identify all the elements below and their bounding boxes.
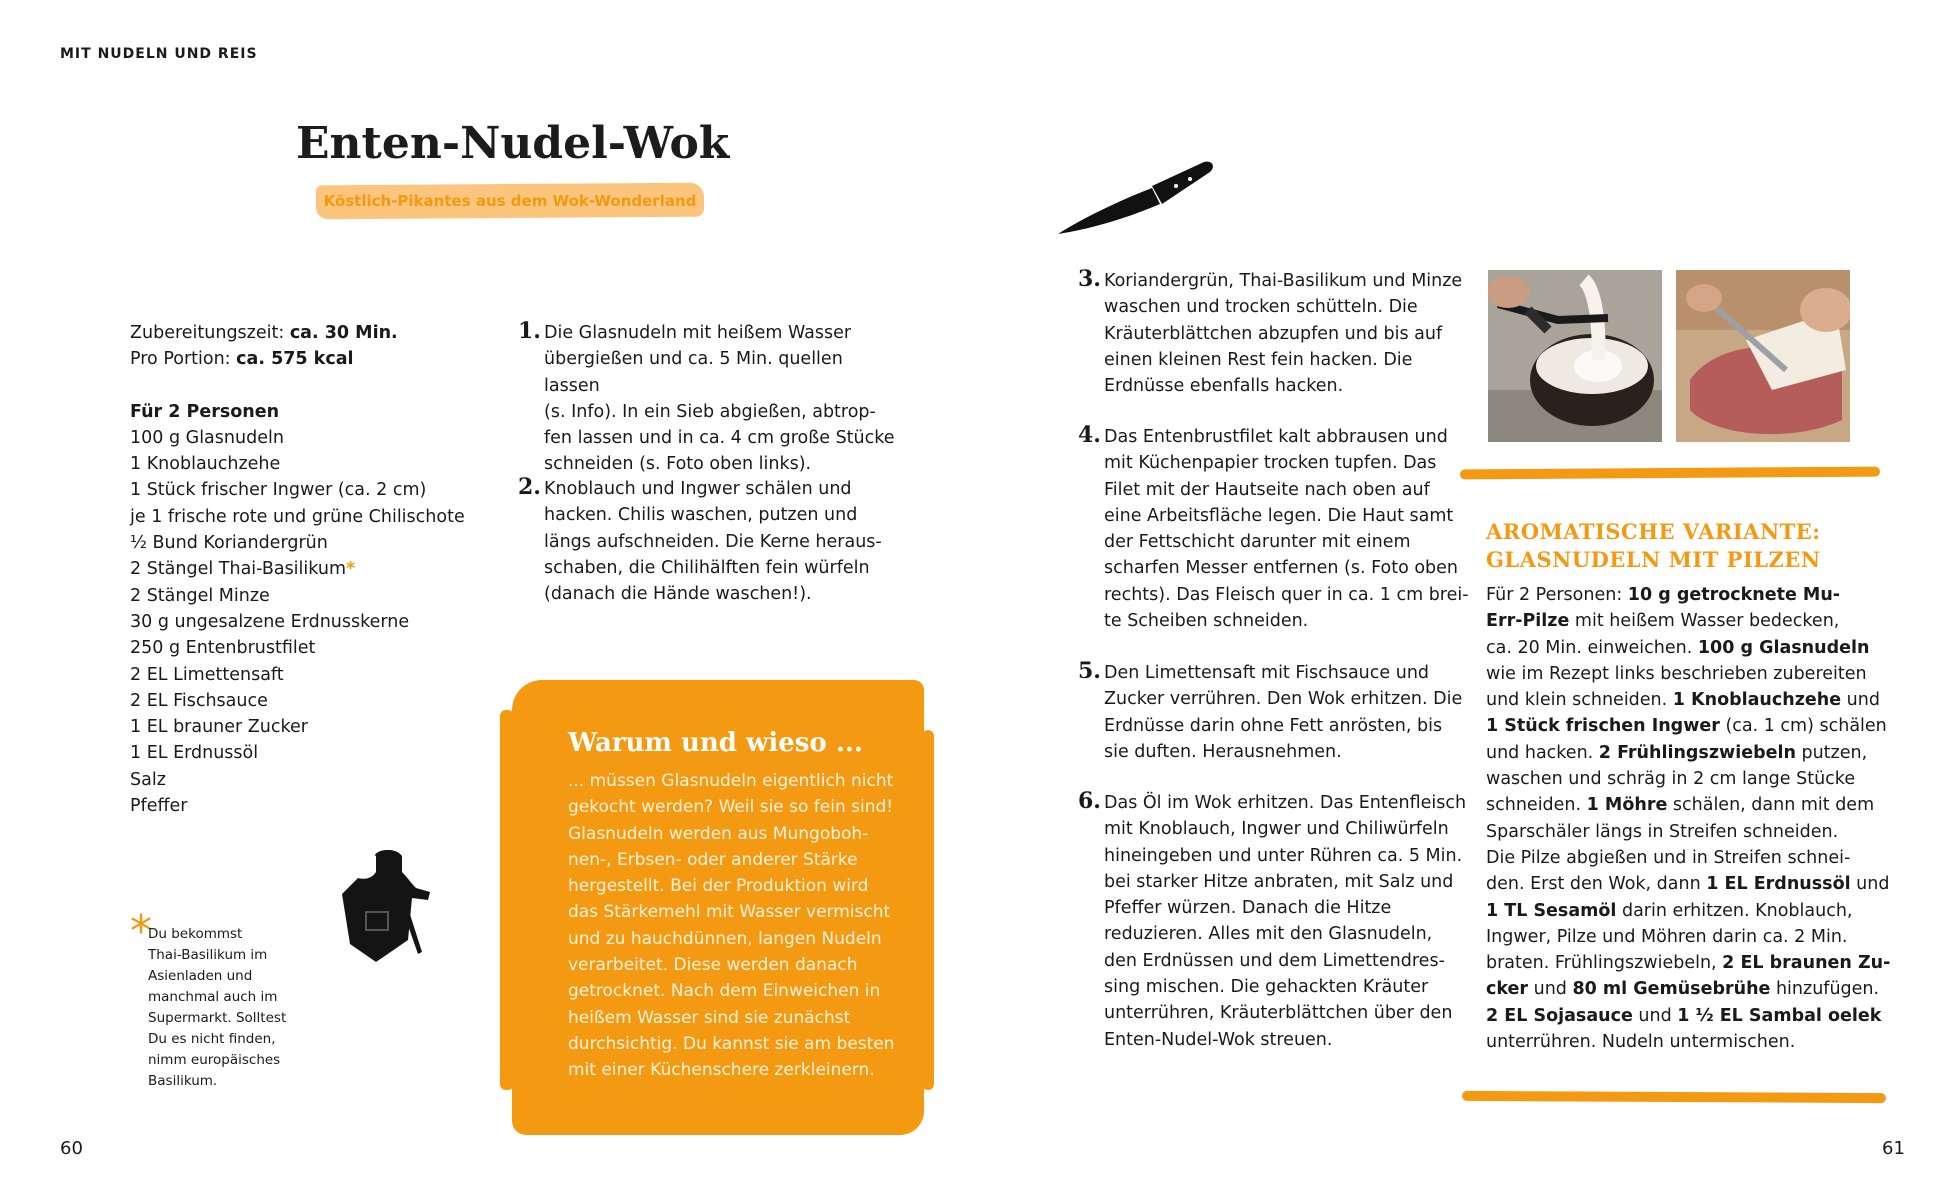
variant-line: 2 EL Sojasauce und 1 ½ EL Sambal oelek: [1486, 1005, 1882, 1026]
ingredient-item: 1 Stück frischer Ingwer (ca. 2 cm): [130, 480, 427, 501]
step-number: 6.: [1078, 788, 1101, 814]
step-text: Koriandergrün, Thai-Basilikum und Minze waschen und trocken schütteln. Die Kräuterblättchen abzupfen und bis auf einen kleinen Rest fein hacken. Die Erdnüsse ebenfalls hacken.: [1104, 271, 1463, 397]
recipe-title: Enten-Nudel-Wok: [296, 118, 730, 169]
step-text: Das Entenbrustfilet kalt abbrausen und mit Küchenpapier trocken tupfen. Das Filet mit der Hautseite nach oben auf eine Arbeitsfläche legen. Die Haut samt der Fettschicht darunter mit einem scharfen Messer entfernen (s. Foto oben rechts). Das Fleisch quer in ca. 1 cm brei- te Scheiben schneiden.: [1104, 427, 1469, 632]
ingredient-item: Salz: [130, 769, 166, 790]
variant-line: Die Pilze abgießen und in Streifen schnei-: [1486, 847, 1851, 868]
ingredient-item: ½ Bund Koriandergrün: [130, 533, 328, 554]
prep-time: Zubereitungszeit: ca. 30 Min.: [130, 323, 398, 343]
step-number: 4.: [1078, 422, 1101, 448]
ingredient-item: 2 EL Fischsauce: [130, 690, 268, 711]
variant-line: cker und 80 ml Gemüsebrühe hinzufügen.: [1486, 979, 1880, 1000]
step-number: 2.: [518, 474, 541, 500]
step-4: [1078, 424, 1484, 634]
variant-line: den. Erst den Wok, dann 1 EL Erdnussöl und: [1486, 874, 1890, 895]
ingredient-item: Pfeffer: [130, 796, 188, 817]
apron-icon: [336, 848, 436, 978]
ingredient-item: 2 EL Limettensaft: [130, 664, 284, 685]
step-text: Knoblauch und Ingwer schälen und hacken. Chilis waschen, putzen und längs aufschneiden. Die Kerne heraus- schaben, die Chilihälften fein würfeln (danach die Hände waschen!).: [544, 479, 882, 605]
servings: Für 2 Personen: [130, 401, 280, 422]
step-text: Das Öl im Wok erhitzen. Das Entenfleisch mit Knoblauch, Ingwer und Chiliwürfeln hineingeben und unter Rühren ca. 5 Min. bei starker Hitze anbraten, mit Salz und Pfeffer würzen. Danach die Hitze reduzieren. Alles mit den Glasnudeln, den Erdnüssen und dem Limettendres- sing mischen. Die gehackten Kräuter unterrühren, Kräuterblättchen über den Enten-Nudel-Wok streuen.: [1104, 793, 1467, 1050]
variant-line: unterrühren. Nudeln untermischen.: [1486, 1032, 1796, 1053]
ingredient-item: 100 g Glasnudeln: [130, 427, 284, 448]
step-number: 5.: [1078, 658, 1101, 684]
recipe-subtitle: Köstlich-Pikantes aus dem Wok-Wonderland: [323, 192, 697, 210]
variant-line: wie im Rezept links beschrieben zubereiten: [1486, 663, 1867, 684]
ingredient-item: 2 Stängel Minze: [130, 585, 270, 606]
ingredient-item: je 1 frische rote und grüne Chilischote: [130, 506, 465, 527]
step-3: [1078, 268, 1484, 399]
step-6: [1078, 790, 1484, 1053]
ingredient-item: 1 EL Erdnussöl: [130, 743, 259, 764]
ingredient-item: 1 Knoblauchzehe: [130, 454, 281, 475]
variant-line: ca. 20 Min. einweichen. 100 g Glasnudeln: [1486, 637, 1870, 658]
photo-duck-breast: [1676, 270, 1850, 442]
ingredients-column: [130, 320, 465, 819]
variant-line: Sparschäler längs in Streifen schneiden.: [1486, 821, 1839, 842]
variant-line: 1 Stück frischen Ingwer (ca. 1 cm) schälen: [1486, 716, 1887, 737]
variant-line: schneiden. 1 Möhre schälen, dann mit dem: [1486, 795, 1875, 816]
variant-line: und hacken. 2 Frühlingszwiebeln putzen,: [1486, 742, 1868, 763]
info-box-body: ... müssen Glasnudeln eigentlich nicht gekocht werden? Weil sie so fein sind! Glasnudeln werden aus Mungoboh- nen-, Erbsen- oder anderer Stärke hergestellt. Bei der Produktion wird das Stärkemehl mit Wasser vermischt und zu hauchdünnen, langen Nudeln verarbeitet. Diese werden danach getrocknet. Nach dem Einweichen in heißem Wasser sind sie zunächst durchsichtig. Du kannst sie am besten mit einer Küchenschere zerkleinern.: [568, 771, 895, 1081]
ingredient-item: 1 EL brauner Zucker: [130, 717, 308, 738]
step-5: [1078, 660, 1484, 765]
portion-kcal: Pro Portion: ca. 575 kcal: [130, 349, 354, 370]
variant-line: Für 2 Personen: 10 g getrocknete Mu-: [1486, 585, 1841, 605]
variant-line: und klein schneiden. 1 Knoblauchzehe und: [1486, 690, 1880, 711]
section-header: MIT NUDELN UND REIS: [60, 46, 258, 62]
variant-title: AROMATISCHE VARIANTE: GLASNUDELN MIT PILZEN: [1486, 519, 1821, 572]
step-text: Die Glasnudeln mit heißem Wasser übergießen und ca. 5 Min. quellen lassen (s. Info). In ein Sieb abgießen, abtrop- fen lassen und in ca. 4 cm große Stücke schneiden (s. Foto oben links).: [544, 323, 895, 475]
ingredient-list: [130, 425, 465, 819]
divider-stripe-bottom: [1462, 1091, 1886, 1103]
footnote-star-icon: *: [130, 906, 152, 957]
step-2: [518, 476, 904, 607]
footnote-marker-icon: *: [346, 559, 356, 580]
photo-glass-noodles: [1488, 270, 1662, 442]
variant-line: braten. Frühlingszwiebeln, 2 EL braunen Zu-: [1486, 953, 1891, 974]
ingredient-item: 250 g Entenbrustfilet: [130, 638, 316, 659]
ingredient-item: 2 Stängel Thai-Basilikum*: [130, 559, 356, 580]
step-text: Den Limettensaft mit Fischsauce und Zucker verrühren. Den Wok erhitzen. Die Erdnüsse darin ohne Fett anrösten, bis sie duften. Herausnehmen.: [1104, 663, 1463, 762]
variant-line: Err-Pilze mit heißem Wasser bedecken,: [1486, 611, 1840, 632]
step-number: 3.: [1078, 266, 1101, 292]
variant-body: [1486, 582, 1890, 1055]
knife-icon: [1056, 158, 1216, 238]
ingredient-item: 30 g ungesalzene Erdnusskerne: [130, 611, 410, 632]
divider-stripe-top: [1460, 467, 1880, 480]
step-number: 1.: [518, 318, 541, 344]
page-number-left: 60: [60, 1138, 83, 1159]
footnote-text: Du bekommst Thai-Basilikum im Asienladen und manchmal auch im Supermarkt. Solltest Du es nicht finden, nimm europäisches Basilikum.: [148, 926, 287, 1089]
variant-line: waschen und schräg in 2 cm lange Stücke: [1486, 769, 1856, 790]
step-1: [518, 320, 904, 478]
variant-line: 1 TL Sesamöl darin erhitzen. Knoblauch,: [1486, 900, 1853, 921]
info-box-title: Warum und wieso ...: [568, 728, 863, 758]
variant-line: Ingwer, Pilze und Möhren darin ca. 2 Min.: [1486, 926, 1848, 947]
page-number-right: 61: [1882, 1138, 1905, 1159]
